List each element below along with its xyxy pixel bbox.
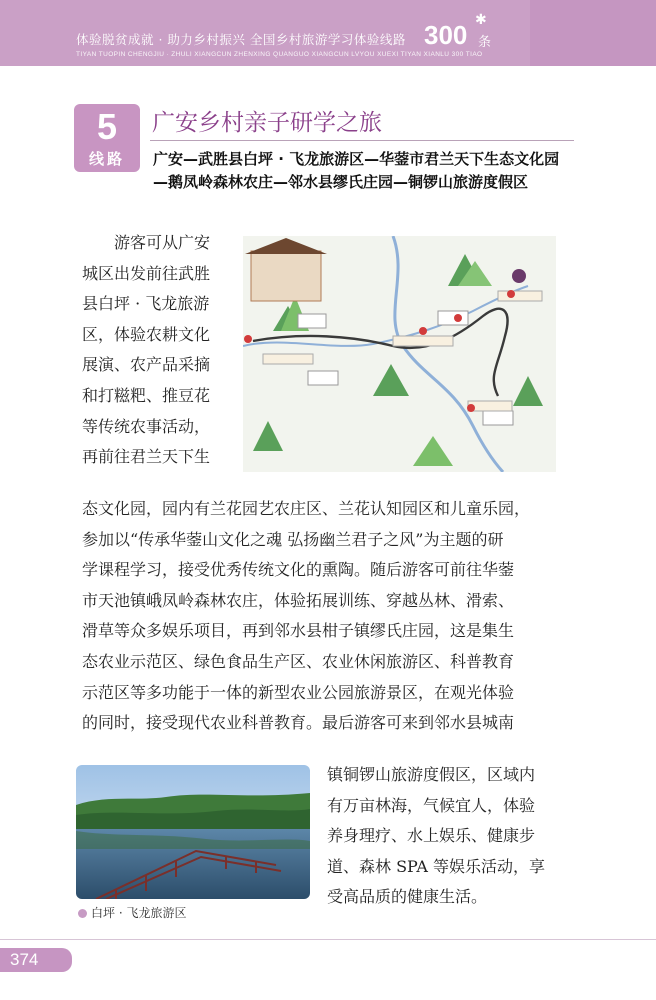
text-line: 镇铜锣山旅游度假区，区域内 (327, 765, 536, 784)
paragraph-right (327, 760, 545, 913)
lake-pier-illustration (76, 765, 310, 899)
photo-caption-text: 白坪 · 飞龙旅游区 (91, 906, 187, 920)
star-icon: ✱ (475, 12, 487, 28)
paragraph-narrow (82, 228, 210, 473)
text-line: 游客可从广安 (114, 233, 211, 252)
page-number: 374 (10, 950, 39, 969)
text-line: 等传统农事活动， (82, 416, 211, 436)
page-number-tab (0, 948, 72, 972)
text-line: 滑草等众多娱乐项目，再到邻水县柑子镇缪氏庄园，这是集生 (82, 621, 515, 641)
route-badge (74, 104, 140, 172)
header-corner-block (530, 0, 656, 66)
photo-caption (78, 904, 186, 921)
bullet-dot-icon (78, 909, 87, 918)
series-title: 体验脱贫成就 · 助力乡村振兴 全国乡村旅游学习体验线路 (76, 32, 406, 47)
route-itinerary: 广安—武胜县白坪 · 飞龙旅游区—华蓥市君兰天下生态文化园—鹅凤岭森林农庄—邻水县缪氏庄园—铜锣山旅游度假区 (153, 150, 560, 191)
text-line: 示范区等多功能于一体的新型农业公园旅游景区，在观光体验 (82, 682, 515, 702)
text-line: 养身理疗、水上娱乐、健康步 (327, 826, 536, 846)
route-number: 5 (96, 106, 118, 147)
text-line: 区，体验农耕文化 (82, 324, 211, 344)
text-line: 态农业示范区、绿色食品生产区、农业休闲旅游区、科普教育 (82, 651, 515, 671)
text-line: 展演、农产品采摘 (82, 355, 211, 375)
series-pinyin: TIYAN TUOPIN CHENGJIU · ZHULI XIANGCUN ZHENXING QUANGUO XIANGCUN LVYOU XUEXI TIYAN XIANLU 300 TIAO (76, 51, 483, 58)
footer-rule (0, 939, 656, 940)
route-map (243, 236, 556, 472)
title-divider (150, 140, 574, 141)
text-line: 态文化园，园内有兰花园艺农庄区、兰花认知园区和儿童乐园， (82, 499, 531, 518)
text-line: 和打糍粑、推豆花 (82, 385, 211, 405)
text-line: 受高品质的健康生活。 (327, 887, 488, 907)
paragraph-wide (82, 494, 530, 739)
series-number: 300 (424, 20, 468, 50)
route-map-illustration (243, 236, 556, 472)
text-line: 的同时，接受现代农业科普教育。最后游客可来到邻水县城南 (82, 713, 515, 733)
text-line: 有万亩林海，气候宜人，体验 (327, 795, 536, 815)
text-line: 再前往君兰天下生 (82, 447, 211, 467)
text-line: 参加以“传承华蓥山文化之魂 弘扬幽兰君子之风”为主题的研 (82, 529, 504, 549)
route-title: 广安乡村亲子研学之旅 (152, 110, 382, 136)
text-line: 学课程学习，接受优秀传统文化的熏陶。随后游客可前往华蓥 (82, 560, 515, 580)
series-unit: 条 (478, 35, 492, 50)
page-header (0, 0, 656, 66)
route-label: 线路 (88, 150, 125, 168)
scenic-photo (76, 765, 310, 899)
text-line: 城区出发前往武胜 (82, 263, 211, 283)
text-line: 县白坪 · 飞龙旅游 (82, 294, 210, 314)
text-line: 市天池镇峨凤岭森林农庄，体验拓展训练、穿越丛林、滑索、 (82, 590, 515, 610)
text-line: 道、森林 SPA 等娱乐活动，享 (327, 856, 545, 876)
